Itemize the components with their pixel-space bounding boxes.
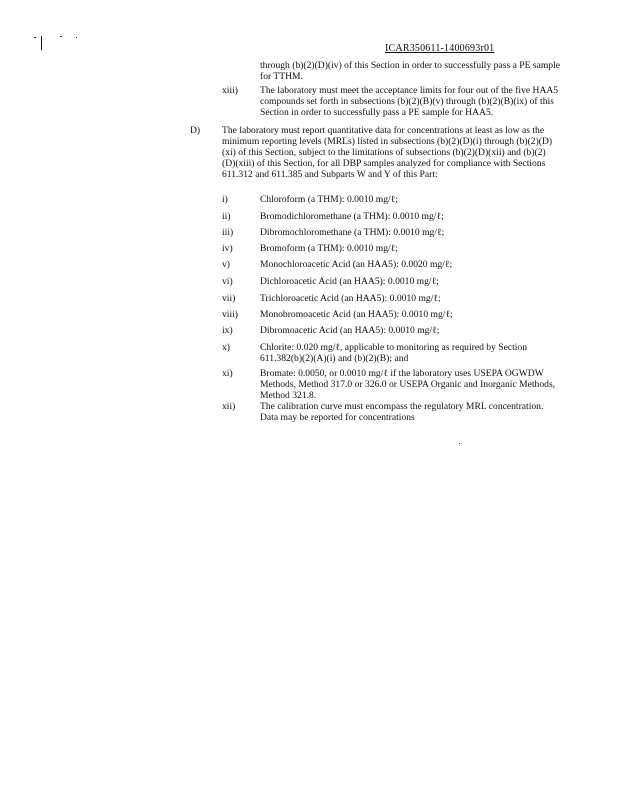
scan-speck (459, 443, 460, 444)
margin-mark (41, 36, 42, 50)
subitem-iii (222, 227, 562, 239)
item-text: Monobromoacetic Acid (an HAA5): 0.0010 mg/ℓ; (260, 309, 453, 320)
subitem-viii (222, 309, 562, 321)
item-text: Chlorite: 0.020 mg/ℓ, applicable to monitoring as required by Section 611.382(b)(2)(A)(i) and (b)(2)(B); and (260, 342, 528, 364)
item-text: The laboratory must report quantitative data for concentrations at least as low as the minimum reporting levels (MRLs) listed in subsections (b)(2)(D)(i) through (b)(2)(D)(xi) of this Section, subject to the limitations of subsections (b)(2)(D)(xii) and (b)(2)(D)(xiii) of this Section, for all DBP samples analyzed for compliance with Sections 611.312 and 611.385 and Subparts W and Y of this Part: (222, 125, 553, 180)
item-number: vi) (222, 276, 233, 287)
scan-speck (34, 37, 36, 38)
item-text: Dichloroacetic Acid (an HAA5): 0.0010 mg/ℓ; (260, 276, 439, 287)
item-number: iii) (222, 227, 234, 238)
item-number: xi) (222, 368, 233, 379)
item-number: xii) (222, 401, 236, 412)
subitem-i (222, 194, 562, 206)
item-number: i) (222, 194, 228, 205)
subitem-vii (222, 293, 562, 305)
scan-speck (60, 36, 62, 37)
item-number: xiii) (222, 85, 238, 96)
subitem-ii (222, 211, 562, 223)
item-number: iv) (222, 243, 233, 254)
item-text: Bromoform (a THM): 0.0010 mg/ℓ; (260, 243, 398, 254)
subitem-xi (222, 368, 562, 402)
item-text: Bromate: 0.0050, or 0.0010 mg/ℓ if the laboratory uses USEPA OGWDW Methods, Method 317.0 or 326.0 or USEPA Organic and Inorganic Methods, Method 321.8. (260, 368, 556, 401)
item-D (190, 125, 562, 185)
subitem-v (222, 259, 562, 271)
subitem-vi (222, 276, 562, 288)
subitem-x (222, 342, 562, 366)
item-text: The laboratory must meet the acceptance limits for four out of the five HAA5 compounds set forth in subsections (b)(2)(B)(v) through (b)(2)(B)(ix) of this Section in order to successfully pass a PE sample for HAA5. (260, 85, 559, 118)
document-code-header: ICAR350611-1400693r01 (385, 43, 495, 54)
item-text: Monochloroacetic Acid (an HAA5): 0.0020 mg/ℓ; (260, 259, 453, 270)
scan-speck (76, 37, 77, 38)
item-number: viii) (222, 309, 238, 320)
continuation-paragraph: through (b)(2)(D)(iv) of this Section in order to successfully pass a PE sample for TTHM. (260, 60, 561, 82)
item-text: Chloroform (a THM): 0.0010 mg/ℓ; (260, 194, 398, 205)
item-number: ix) (222, 325, 233, 336)
item-number: vii) (222, 293, 236, 304)
item-text: Dibromochloromethane (a THM): 0.0010 mg/ℓ; (260, 227, 445, 238)
item-number: ii) (222, 211, 231, 222)
item-number: D) (190, 125, 201, 136)
item-text: Dibromoacetic Acid (an HAA5): 0.0010 mg/ℓ; (260, 325, 440, 336)
subitem-xii (222, 401, 562, 425)
item-text: Trichloroacetic Acid (an HAA5): 0.0010 mg/ℓ; (260, 293, 441, 304)
item-number: v) (222, 259, 230, 270)
subitem-iv (222, 243, 562, 255)
item-number: x) (222, 342, 230, 353)
item-xiii (222, 85, 562, 125)
item-text: The calibration curve must encompass the regulatory MRL concentration. Data may be reported for concentrations (260, 401, 544, 423)
item-text: Bromodichloromethane (a THM): 0.0010 mg/ℓ; (260, 211, 444, 222)
subitem-ix (222, 325, 562, 337)
